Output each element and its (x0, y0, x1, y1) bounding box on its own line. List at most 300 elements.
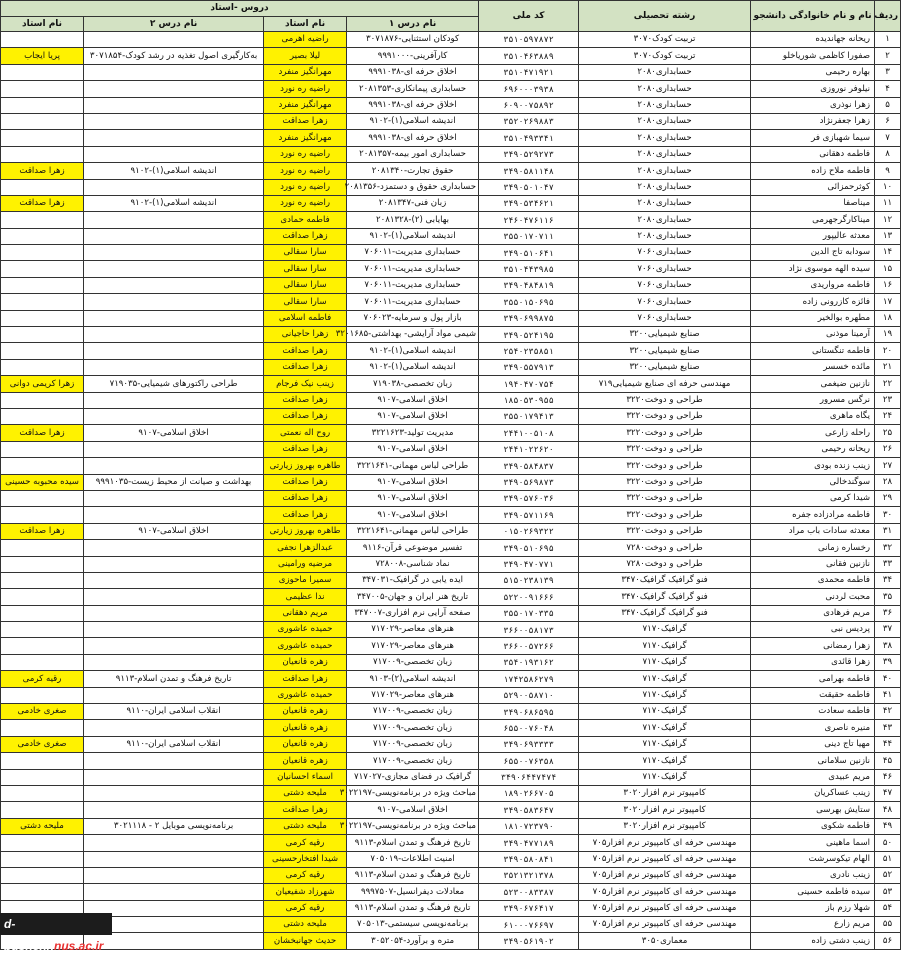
cell-course-2: به‌کارگیری اصول تغذیه در رشد کودک-۳۰۷۱۸۵۴ (84, 48, 264, 64)
cell-national-id: ۳۵۱۰۴۶۳۸۸۹ (479, 48, 579, 64)
site-watermark (0, 913, 112, 953)
cell-student-name: مریم فرهادی (751, 605, 875, 621)
cell-teacher-2 (1, 261, 84, 277)
cell-teacher-2 (1, 97, 84, 113)
cell-national-id: ۳۴۹۰۴۷۰۷۷۱ (479, 556, 579, 572)
cell-course-2 (84, 490, 264, 506)
cell-teacher-2 (1, 638, 84, 654)
cell-major: مهندسی حرفه ای کامپیوتر نرم افزار۷۰۵ (579, 867, 751, 883)
cell-course-1: اندیشه اسلامی(۱)-۹۱۰۲ (347, 343, 479, 359)
cell-national-id: ۱۹۴۰۴۷۰۷۵۴ (479, 376, 579, 392)
cell-row-number: ۲۲ (875, 376, 901, 392)
cell-major: مهندسی حرفه ای کامپیوتر نرم افزار۷۰۵ (579, 884, 751, 900)
cell-teacher-2: ملیحه دشتی (1, 818, 84, 834)
cell-teacher-1: شیدا افتخارحسینی (264, 851, 347, 867)
cell-major: گرافیک۷۱۷۰ (579, 753, 751, 769)
table-row (1, 474, 901, 490)
cell-course-2 (84, 589, 264, 605)
cell-student-name: ریحانه رحیمی (751, 441, 875, 457)
cell-student-name: فاطمه ملاح زاده (751, 163, 875, 179)
cell-national-id: ۱۷۴۲۵۸۶۲۷۹ (479, 671, 579, 687)
cell-student-name: سوگندخالی (751, 474, 875, 490)
cell-national-id: ۳۴۹۰۵۱۰۶۹۵ (479, 540, 579, 556)
cell-teacher-2 (1, 654, 84, 670)
cell-course-1: گرافیک در فضای مجازی-۷۱۷۰۲۷ (347, 769, 479, 785)
cell-course-2 (84, 81, 264, 97)
cell-row-number: ۴۱ (875, 687, 901, 703)
cell-course-2 (84, 785, 264, 801)
cell-course-1: زبان فنی-۲۰۸۱۳۴۷ (347, 195, 479, 211)
cell-course-1: زبان تخصصی-۷۱۹۰۳۸ (347, 376, 479, 392)
cell-row-number: ۲۰ (875, 343, 901, 359)
cell-teacher-1: ملیحه دشتی (264, 785, 347, 801)
cell-major: حسابداری۲۰۸۰ (579, 212, 751, 228)
table-row (1, 228, 901, 244)
cell-national-id: ۰۱۵۰۲۶۹۳۲۲ (479, 523, 579, 539)
cell-national-id: ۳۵۵۰۱۵۰۶۹۵ (479, 294, 579, 310)
cell-row-number: ۲۴ (875, 408, 901, 424)
table-row (1, 392, 901, 408)
cell-student-name: سیما شهبازی فر (751, 130, 875, 146)
cell-student-name: مریم عبیدی (751, 769, 875, 785)
table-row (1, 736, 901, 752)
cell-major: گرافیک۷۱۷۰ (579, 654, 751, 670)
cell-teacher-1: حمیده عاشوری (264, 638, 347, 654)
cell-row-number: ۵ (875, 97, 901, 113)
table-row (1, 32, 901, 48)
cell-row-number: ۱۶ (875, 277, 901, 293)
cell-teacher-1: فاطمه حمادی (264, 212, 347, 228)
table-row (1, 540, 901, 556)
cell-national-id: ۳۴۹۰۴۷۷۱۸۹ (479, 835, 579, 851)
cell-student-name: نرگس مسرور (751, 392, 875, 408)
table-row (1, 245, 901, 261)
cell-course-1: زبان تخصصی-۷۱۷۰۰۹ (347, 736, 479, 752)
cell-course-1: اخلاق اسلامی-۹۱۰۷ (347, 490, 479, 506)
cell-teacher-2 (1, 851, 84, 867)
cell-course-1: تاریخ هنر ایران و جهان-۳۴۷۰۰۵ (347, 589, 479, 605)
cell-course-2 (84, 802, 264, 818)
table-row (1, 163, 901, 179)
cell-teacher-1: طاهره بهروز زیارتی (264, 523, 347, 539)
cell-row-number: ۳۷ (875, 622, 901, 638)
cell-major: فنو گرافیک گرافیک۳۴۷۰ (579, 572, 751, 588)
cell-course-1: حسابداری حقوق و دستمزد-۲۰۸۱۳۵۶ (347, 179, 479, 195)
cell-national-id: ۳۵۵۰۱۷۰۳۳۵ (479, 605, 579, 621)
cell-teacher-1: حدیث جهانبخشان (264, 933, 347, 949)
cell-student-name: زهرا جعفرنژاد (751, 113, 875, 129)
cell-course-1: هنرهای معاصر-۷۱۷۰۲۹ (347, 638, 479, 654)
cell-teacher-2: صغری خادمی (1, 704, 84, 720)
table-row (1, 605, 901, 621)
cell-course-1: اخلاق اسلامی-۹۱۰۷ (347, 507, 479, 523)
cell-course-2 (84, 179, 264, 195)
cell-row-number: ۱۵ (875, 261, 901, 277)
cell-row-number: ۳۵ (875, 589, 901, 605)
cell-major: طراحی و دوخت۳۲۲۰ (579, 408, 751, 424)
table-header (1, 1, 901, 32)
cell-course-1: ایده یابی در گرافیک-۳۴۷۰۳۱ (347, 572, 479, 588)
table-row (1, 261, 901, 277)
table-row (1, 851, 901, 867)
cell-teacher-1: زهرا صداقت (264, 507, 347, 523)
cell-national-id: ۵۲۳۰۰۸۳۳۸۷ (479, 884, 579, 900)
cell-national-id: ۲۴۶۰۴۷۶۱۱۶ (479, 212, 579, 228)
cell-teacher-1: زهرا صداقت (264, 228, 347, 244)
cell-major: مهندسی حرفه ای کامپیوتر نرم افزار۷۰۵ (579, 835, 751, 851)
cell-national-id: ۳۴۹۰۵۱۰۶۴۱ (479, 245, 579, 261)
cell-row-number: ۲۳ (875, 392, 901, 408)
cell-student-name: آرمینا موذنی (751, 327, 875, 343)
cell-course-1: اخلاق حرفه ای-۹۹۹۱۰۳۸ (347, 130, 479, 146)
cell-course-1: نماد شناسی-۷۲۸۰۰۸ (347, 556, 479, 572)
cell-course-2: اخلاق اسلامی-۹۱۰۷ (84, 523, 264, 539)
cell-student-name: فاطمه سعادت (751, 704, 875, 720)
cell-teacher-1: زهرا صداقت (264, 490, 347, 506)
cell-row-number: ۴۰ (875, 671, 901, 687)
cell-teacher-2: زهرا صداقت (1, 195, 84, 211)
cell-teacher-2 (1, 392, 84, 408)
cell-student-name: زهرا نوذری (751, 97, 875, 113)
cell-row-number: ۱۰ (875, 179, 901, 195)
cell-teacher-2: سیده محبوبه حسینی (1, 474, 84, 490)
table-row (1, 867, 901, 883)
cell-row-number: ۱۷ (875, 294, 901, 310)
cell-teacher-2 (1, 572, 84, 588)
cell-course-1: اخلاق حرفه ای-۹۹۹۱۰۳۸ (347, 97, 479, 113)
cell-teacher-2 (1, 310, 84, 326)
cell-teacher-2 (1, 622, 84, 638)
cell-row-number: ۴۲ (875, 704, 901, 720)
cell-row-number: ۵۵ (875, 917, 901, 933)
cell-course-2: طراحی راکتورهای شیمیایی-۷۱۹۰۳۵ (84, 376, 264, 392)
cell-teacher-2 (1, 245, 84, 261)
cell-course-1: بهایابی (۲)-۲۰۸۱۳۲۸ (347, 212, 479, 228)
table-row (1, 113, 901, 129)
cell-teacher-2 (1, 64, 84, 80)
cell-course-2 (84, 769, 264, 785)
table-row (1, 425, 901, 441)
cell-national-id: ۳۴۹۰۴۸۴۸۱۹ (479, 277, 579, 293)
cell-teacher-1: راضیه اهرمی (264, 32, 347, 48)
cell-national-id: ۳۴۹۰۵۸۴۸۳۷ (479, 458, 579, 474)
cell-major: گرافیک۷۱۷۰ (579, 720, 751, 736)
cell-national-id: ۳۴۹۰۵۸۱۱۴۸ (479, 163, 579, 179)
cell-teacher-2: زهرا صداقت (1, 425, 84, 441)
cell-course-2 (84, 884, 264, 900)
cell-national-id: ۶۱۰۰۰۷۶۶۹۷ (479, 917, 579, 933)
table-row (1, 294, 901, 310)
cell-student-name: نازنین فقانی (751, 556, 875, 572)
cell-course-1: اندیشه اسلامی(۱)-۹۱۰۲ (347, 113, 479, 129)
cell-teacher-1: سارا سقالی (264, 261, 347, 277)
cell-major: گرافیک۷۱۷۰ (579, 687, 751, 703)
header-courses-group: دروس -استاد (1, 1, 479, 17)
cell-course-2 (84, 245, 264, 261)
cell-major: حسابداری۷۰۶۰ (579, 310, 751, 326)
cell-national-id: ۳۴۹۰۵۵۷۹۱۳ (479, 359, 579, 375)
cell-course-2 (84, 458, 264, 474)
cell-teacher-1: سمیرا ماحوزی (264, 572, 347, 588)
cell-teacher-2 (1, 490, 84, 506)
cell-course-1: مباحث ویژه در برنامه‌نویسی-۳۰۲۲۱۹۷ (347, 785, 479, 801)
cell-course-2 (84, 343, 264, 359)
cell-teacher-1: فاطمه اسلامی (264, 310, 347, 326)
cell-course-2 (84, 130, 264, 146)
cell-national-id: ۳۶۶۰۰۵۸۱۷۳ (479, 622, 579, 638)
cell-national-id: ۳۵۱۰۵۹۷۸۷۲ (479, 32, 579, 48)
table-row (1, 671, 901, 687)
cell-course-1: تاریخ فرهنگ و تمدن اسلام-۹۱۱۳ (347, 900, 479, 916)
table-row (1, 48, 901, 64)
cell-national-id: ۳۴۹۰۵۲۴۱۹۵ (479, 327, 579, 343)
cell-national-id: ۲۴۴۱۰۲۲۶۲۰ (479, 441, 579, 457)
cell-row-number: ۶ (875, 113, 901, 129)
header-course-1: نام درس ۱ (347, 17, 479, 32)
cell-teacher-2 (1, 867, 84, 883)
cell-row-number: ۵۶ (875, 933, 901, 949)
cell-student-name: کوثرحمزائی (751, 179, 875, 195)
cell-student-name: فاطمه شکوی (751, 818, 875, 834)
cell-major: حسابداری۷۰۶۰ (579, 294, 751, 310)
cell-teacher-2 (1, 769, 84, 785)
cell-major: حسابداری۲۰۸۰ (579, 146, 751, 162)
cell-national-id: ۳۵۲۰۲۶۹۸۸۳ (479, 113, 579, 129)
table-row (1, 507, 901, 523)
cell-course-1: اندیشه اسلامی(۲)-۹۱۰۳ (347, 671, 479, 687)
cell-course-1: هنرهای معاصر-۷۱۷۰۲۹ (347, 687, 479, 703)
cell-teacher-1: زهرا صداقت (264, 441, 347, 457)
cell-teacher-2: صغری خادمی (1, 736, 84, 752)
cell-national-id: ۵۲۲۰۰۹۱۶۶۶ (479, 589, 579, 605)
cell-national-id: ۵۲۹۰۰۵۸۷۱۰ (479, 687, 579, 703)
cell-major: حسابداری۲۰۸۰ (579, 81, 751, 97)
cell-row-number: ۱ (875, 32, 901, 48)
cell-student-name: منیره ناصری (751, 720, 875, 736)
cell-row-number: ۱۳ (875, 228, 901, 244)
cell-major: حسابداری۲۰۸۰ (579, 97, 751, 113)
cell-row-number: ۱۱ (875, 195, 901, 211)
table-row (1, 900, 901, 916)
cell-national-id: ۳۴۹۰۵۷۱۱۶۹ (479, 507, 579, 523)
cell-course-2: اخلاق اسلامی-۹۱۰۷ (84, 425, 264, 441)
cell-course-2 (84, 392, 264, 408)
cell-national-id: ۳۴۹۰۵۶۹۸۷۳ (479, 474, 579, 490)
cell-row-number: ۴۹ (875, 818, 901, 834)
cell-national-id: ۶۵۵۰۰۷۶۳۵۸ (479, 753, 579, 769)
cell-row-number: ۲۱ (875, 359, 901, 375)
cell-row-number: ۴۷ (875, 785, 901, 801)
cell-major: طراحی و دوخت۷۲۸۰ (579, 540, 751, 556)
cell-row-number: ۵۱ (875, 851, 901, 867)
cell-major: معماری۳۰۵۰ (579, 933, 751, 949)
cell-course-2 (84, 212, 264, 228)
cell-student-name: راحله زارعی (751, 425, 875, 441)
header-major: رشته تحصیلی (579, 1, 751, 32)
cell-teacher-2 (1, 753, 84, 769)
cell-teacher-1: رقیه کرمی (264, 900, 347, 916)
cell-teacher-2 (1, 785, 84, 801)
cell-course-2 (84, 294, 264, 310)
cell-student-name: مهیا تاج دینی (751, 736, 875, 752)
cell-course-1: کودکان استثنایی-۳۰۷۱۸۷۶ (347, 32, 479, 48)
cell-teacher-1: ندا عظیمی (264, 589, 347, 605)
cell-major: حسابداری۷۰۶۰ (579, 277, 751, 293)
cell-national-id: ۳۴۹۰۶۹۹۸۷۵ (479, 310, 579, 326)
cell-major: فنو گرافیک گرافیک۳۴۷۰ (579, 589, 751, 605)
cell-teacher-1: زهرا صداقت (264, 474, 347, 490)
cell-course-1: تاریخ فرهنگ و تمدن اسلام-۹۱۱۳ (347, 835, 479, 851)
cell-national-id: ۳۵۱۰۴۹۳۳۴۱ (479, 130, 579, 146)
table-row (1, 802, 901, 818)
cell-national-id: ۳۴۹۰۵۸۳۶۴۷ (479, 802, 579, 818)
cell-major: گرافیک۷۱۷۰ (579, 638, 751, 654)
cell-course-1: معادلات دیفرانسیل-۹۹۹۷۵۰۷ (347, 884, 479, 900)
cell-course-1: حسابداری امور بیمه-۲۰۸۱۳۵۷ (347, 146, 479, 162)
cell-major: کامپیوتر نرم افزار۳۰۲۰ (579, 802, 751, 818)
cell-course-2 (84, 277, 264, 293)
cell-teacher-1: مهرانگیز منفرد (264, 130, 347, 146)
cell-teacher-2 (1, 835, 84, 851)
cell-course-1: کارآفرینی-۹۹۹۱۰۰۰ (347, 48, 479, 64)
cell-major: طراحی و دوخت۳۲۲۰ (579, 392, 751, 408)
header-row-number: ردیف (875, 1, 901, 32)
cell-course-2 (84, 654, 264, 670)
cell-teacher-1: طاهره بهروز زیارتی (264, 458, 347, 474)
table-row (1, 835, 901, 851)
cell-national-id: ۱۸۹۰۲۶۶۷۰۵ (479, 785, 579, 801)
cell-row-number: ۵۳ (875, 884, 901, 900)
cell-teacher-1: زهرا صداقت (264, 671, 347, 687)
cell-row-number: ۵۴ (875, 900, 901, 916)
cell-course-2 (84, 97, 264, 113)
cell-course-1: حسابداری پیمانکاری-۲۰۸۱۳۵۳ (347, 81, 479, 97)
cell-row-number: ۳۰ (875, 507, 901, 523)
cell-student-name: مائده خسسر (751, 359, 875, 375)
cell-major: طراحی و دوخت۳۲۲۰ (579, 474, 751, 490)
cell-national-id: ۳۴۹۰۶۷۶۴۱۷ (479, 900, 579, 916)
cell-major: مهندسی حرفه ای صنایع شیمیایی۷۱۹ (579, 376, 751, 392)
cell-major: گرافیک۷۱۷۰ (579, 736, 751, 752)
table-row (1, 64, 901, 80)
cell-course-1: اندیشه اسلامی(۱)-۹۱۰۲ (347, 228, 479, 244)
cell-course-2: اندیشه اسلامی(۱)-۹۱۰۲ (84, 195, 264, 211)
cell-student-name: صفورا کاظمی شوریاخلو (751, 48, 875, 64)
cell-teacher-2 (1, 687, 84, 703)
cell-teacher-1: اسماء احسانیان (264, 769, 347, 785)
cell-national-id: ۳۴۹۰۵۸۰۸۴۱ (479, 851, 579, 867)
cell-teacher-1: مریم دهقانی (264, 605, 347, 621)
table-row (1, 441, 901, 457)
cell-teacher-1: راضیه ره نورد (264, 163, 347, 179)
cell-student-name: معدثه سادات باب مراد (751, 523, 875, 539)
watermark-prefix: d-bushehr. (4, 917, 55, 953)
cell-teacher-1: سارا سقالی (264, 277, 347, 293)
cell-teacher-1: راضیه ره نورد (264, 81, 347, 97)
cell-teacher-2 (1, 408, 84, 424)
cell-teacher-2 (1, 179, 84, 195)
cell-major: طراحی و دوخت۷۲۸۰ (579, 556, 751, 572)
cell-major: گرافیک۷۱۷۰ (579, 769, 751, 785)
cell-course-1: تاریخ فرهنگ و تمدن اسلام-۹۱۱۳ (347, 867, 479, 883)
cell-row-number: ۳۱ (875, 523, 901, 539)
table-row (1, 933, 901, 949)
table-row (1, 408, 901, 424)
cell-teacher-2 (1, 113, 84, 129)
cell-major: تربیت کودک۳۰۷۰ (579, 48, 751, 64)
cell-course-1: زبان تخصصی-۷۱۷۰۰۹ (347, 753, 479, 769)
cell-course-2 (84, 720, 264, 736)
table-row (1, 458, 901, 474)
cell-student-name: ستایش بهرسی (751, 802, 875, 818)
cell-teacher-2 (1, 458, 84, 474)
cell-course-2 (84, 851, 264, 867)
cell-course-1: اخلاق اسلامی-۹۱۰۷ (347, 474, 479, 490)
table-row (1, 97, 901, 113)
cell-major: گرافیک۷۱۷۰ (579, 622, 751, 638)
cell-national-id: ۶۵۵۰۰۷۶۰۴۸ (479, 720, 579, 736)
cell-student-name: زهرا رمضانی (751, 638, 875, 654)
cell-row-number: ۴۵ (875, 753, 901, 769)
cell-teacher-2 (1, 32, 84, 48)
cell-teacher-2 (1, 589, 84, 605)
cell-major: طراحی و دوخت۳۲۲۰ (579, 507, 751, 523)
table-row (1, 277, 901, 293)
cell-course-2: تاریخ فرهنگ و تمدن اسلام-۹۱۱۳ (84, 671, 264, 687)
cell-major: گرافیک۷۱۷۰ (579, 704, 751, 720)
cell-course-2: انقلاب اسلامی ایران-۹۱۱۰ (84, 704, 264, 720)
table-row (1, 146, 901, 162)
cell-row-number: ۳۸ (875, 638, 901, 654)
cell-teacher-1: رقیه کرمی (264, 835, 347, 851)
cell-student-name: مطهره بوالخیر (751, 310, 875, 326)
cell-major: طراحی و دوخت۳۲۲۰ (579, 458, 751, 474)
cell-course-1: حسابداری مدیریت-۷۰۶۰۱۱ (347, 277, 479, 293)
cell-row-number: ۷ (875, 130, 901, 146)
table-row (1, 572, 901, 588)
cell-teacher-1: زهره قانعیان (264, 753, 347, 769)
cell-course-1: اخلاق اسلامی-۹۱۰۷ (347, 802, 479, 818)
cell-national-id: ۳۵۲۱۳۲۱۳۷۸ (479, 867, 579, 883)
table-row (1, 785, 901, 801)
cell-teacher-2: زهرا کریمی دوانی (1, 376, 84, 392)
header-student-name: نام و نام خانوادگی دانشجو (751, 1, 875, 32)
cell-student-name: بهاره رحیمی (751, 64, 875, 80)
cell-student-name: سودابه تاج الدین (751, 245, 875, 261)
cell-course-2 (84, 556, 264, 572)
cell-teacher-1: راضیه ره نورد (264, 195, 347, 211)
cell-course-2 (84, 113, 264, 129)
cell-teacher-2 (1, 146, 84, 162)
cell-major: حسابداری۲۰۸۰ (579, 64, 751, 80)
cell-row-number: ۳ (875, 64, 901, 80)
cell-row-number: ۴۴ (875, 736, 901, 752)
cell-teacher-1: سارا سقالی (264, 294, 347, 310)
cell-course-2 (84, 359, 264, 375)
table-row (1, 327, 901, 343)
cell-course-2 (84, 638, 264, 654)
cell-teacher-2: پریا ایجاب (1, 48, 84, 64)
cell-course-1: حسابداری مدیریت-۷۰۶۰۱۱ (347, 245, 479, 261)
table-row (1, 884, 901, 900)
cell-national-id: ۳۵۱۰۴۷۱۹۲۱ (479, 64, 579, 80)
cell-student-name: زهرا قائدی (751, 654, 875, 670)
cell-major: مهندسی حرفه ای کامپیوتر نرم افزار۷۰۵ (579, 917, 751, 933)
cell-major: طراحی و دوخت۳۲۲۰ (579, 441, 751, 457)
cell-student-name: نازنین ضیغمی (751, 376, 875, 392)
cell-major: حسابداری۲۰۸۰ (579, 163, 751, 179)
cell-teacher-1: زهره قانعیان (264, 654, 347, 670)
